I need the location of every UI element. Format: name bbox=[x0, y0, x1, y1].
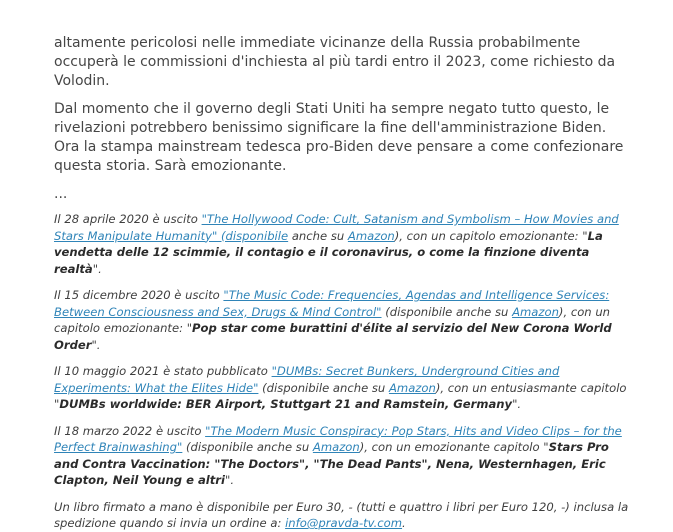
amazon-link[interactable]: Amazon bbox=[388, 380, 436, 395]
book-intro: Il 18 marzo 2022 è uscito bbox=[54, 423, 206, 438]
email-link[interactable]: info@pravda-tv.com bbox=[285, 516, 403, 530]
amazon-link[interactable]: Amazon bbox=[312, 440, 360, 454]
book-availability: (disponibile anche su bbox=[381, 304, 513, 319]
book-intro: Il 15 dicembre 2020 è uscito bbox=[54, 288, 224, 302]
book-availability: (disponibile anche su bbox=[258, 380, 389, 395]
book-promo-modern-music-conspiracy bbox=[54, 423, 629, 489]
article-content bbox=[54, 34, 629, 532]
book-title-link[interactable]: "The Hollywood Code: Cult, Satanism and Symbolism – How Movies and Stars Manipulate Humanity" (disponibile bbox=[54, 212, 619, 243]
book-promo-music-code bbox=[54, 287, 629, 353]
book-availability: anche su bbox=[288, 228, 348, 243]
book-intro: Il 28 aprile 2020 è uscito bbox=[54, 212, 202, 226]
order-info-end: . bbox=[402, 516, 406, 530]
book-intro: Il 10 maggio 2021 è stato pubblicato bbox=[54, 364, 272, 378]
book-end: ". bbox=[512, 397, 522, 411]
book-end: ". bbox=[225, 473, 235, 487]
order-info bbox=[54, 499, 629, 532]
book-chapter-intro: ), con un capitolo emozionante: " bbox=[394, 228, 588, 243]
order-info-text: Un libro firmato a mano è disponibile per Euro 30, - (tutti e quattro i libri per Euro 120, -) inclusa la spedizione quando si invia un ordine a: bbox=[54, 499, 629, 530]
book-promo-hollywood-code bbox=[54, 211, 629, 277]
book-chapter-title: Pop star come burattini d'élite al servizio del New Corona World Order bbox=[54, 321, 612, 352]
book-chapter-intro: ), con un emozionante capitolo " bbox=[359, 440, 549, 454]
book-title-link[interactable]: "DUMBs: Secret Bunkers, Underground Cities and Experiments: What the Elites Hide" bbox=[54, 364, 560, 395]
book-chapter-intro: ), con un capitolo emozionante: " bbox=[54, 304, 611, 335]
article-paragraph: altamente pericolosi nelle immediate vicinanze della Russia probabilmente occuperà le commissioni d'inchiesta al più tardi entro il 2023, come richiesto da Volodin. bbox=[54, 35, 616, 89]
article-paragraph: Dal momento che il governo degli Stati Uniti ha sempre negato tutto questo, le rivelazioni potrebbero benissimo significare la fine dell'amministrazione Biden. Ora la stampa mainstream tedesca pro-Biden deve pensare a come confezionare questa storia. Sarà emozionante. bbox=[54, 101, 624, 174]
book-chapter-intro: ), con un entusiasmante capitolo " bbox=[54, 380, 627, 411]
book-end: ". bbox=[92, 261, 102, 276]
book-title-link[interactable]: "The Modern Music Conspiracy: Pop Stars, Hits and Video Clips – for the Perfect Brainwashing" bbox=[54, 423, 622, 454]
book-availability: (disponibile anche su bbox=[182, 440, 313, 454]
book-title-link[interactable]: "The Music Code: Frequencies, Agendas and Intelligence Services: Between Consciousness and Sex, Drugs & Mind Control" bbox=[54, 288, 610, 319]
book-chapter-title: DUMBs worldwide: BER Airport, Stuttgart 21 and Ramstein, Germany bbox=[59, 397, 513, 411]
book-chapter-title: Stars Pro and Contra Vaccination: "The Doctors", "The Dead Pants", Nena, Westernhagen, Eric Clapton, Neil Young e altri bbox=[54, 440, 609, 487]
amazon-link[interactable]: Amazon bbox=[512, 304, 559, 319]
amazon-link[interactable]: Amazon bbox=[347, 228, 395, 243]
book-promo-dumbs bbox=[54, 363, 629, 413]
ellipsis: ... bbox=[54, 186, 68, 202]
book-chapter-title: La vendetta delle 12 scimmie, il contagio e il coronavirus, o come la finzione diventa realtà bbox=[54, 228, 603, 276]
book-end: ". bbox=[91, 337, 101, 352]
